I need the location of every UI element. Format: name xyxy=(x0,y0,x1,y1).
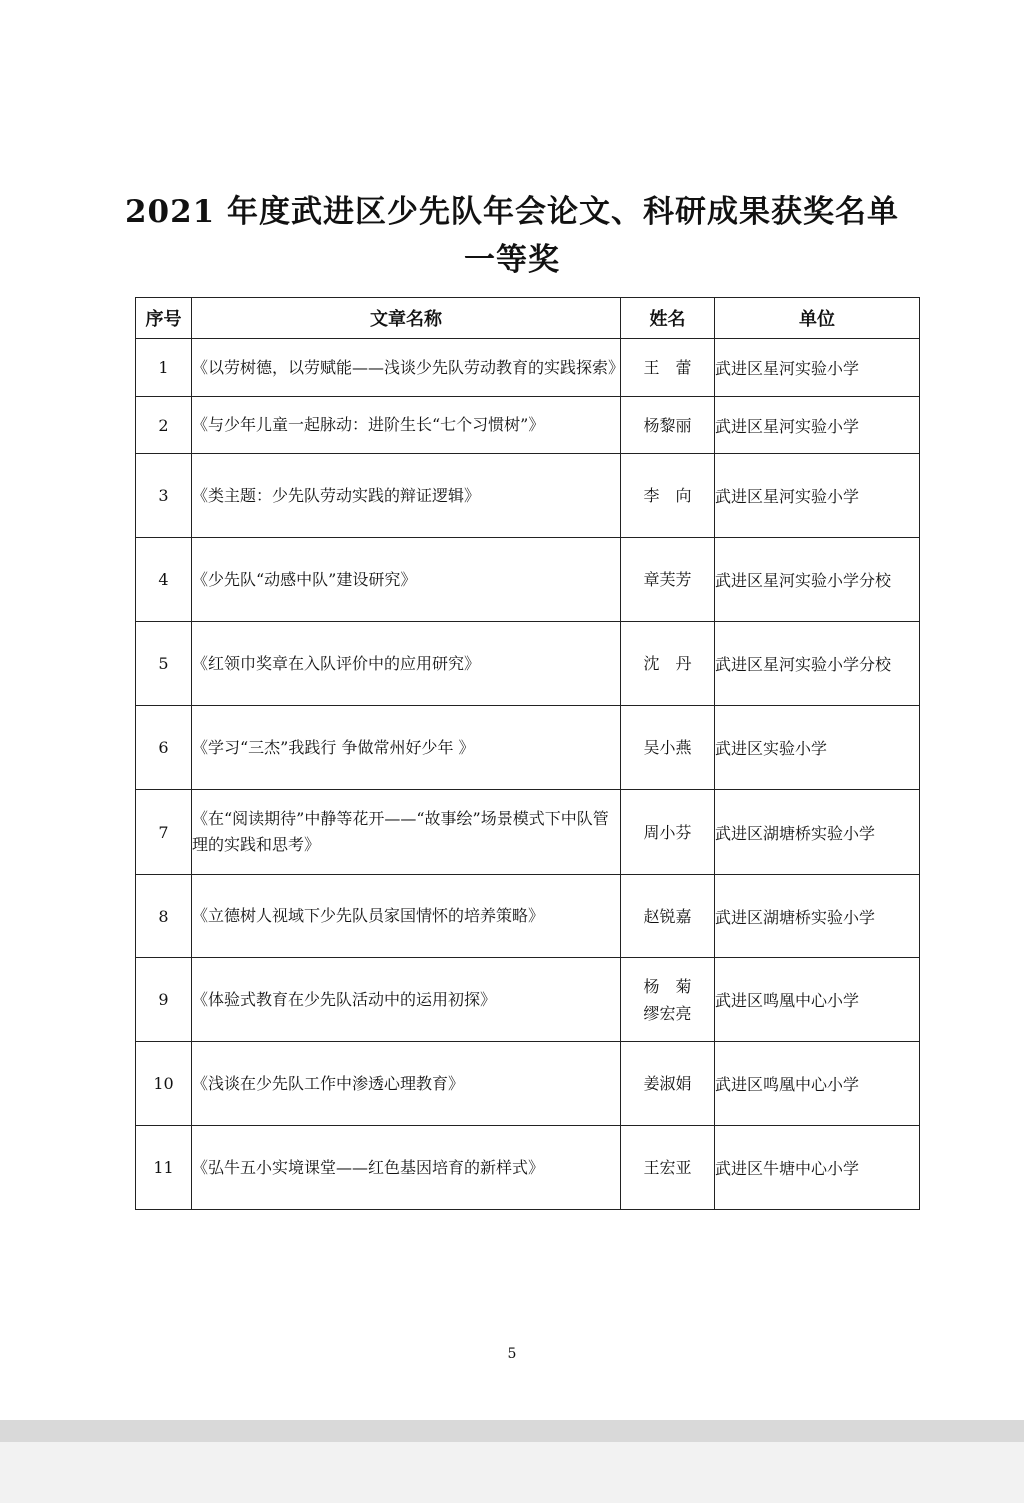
awards-table xyxy=(135,297,920,1210)
article-title: 《在“阅读期待”中静等花开——“故事绘”场景模式下中队管理的实践和思考》 xyxy=(192,790,621,875)
article-title: 《学习“三杰”我践行 争做常州好少年 》 xyxy=(192,706,621,790)
author-name: 杨黎丽 xyxy=(621,397,715,454)
table-row xyxy=(136,706,920,790)
school-unit: 武进区星河实验小学分校 xyxy=(715,622,920,706)
row-number: 2 xyxy=(136,397,192,454)
table-header-row xyxy=(136,298,920,339)
award-level-heading: 一等奖 xyxy=(464,242,560,278)
author-name: 吴小燕 xyxy=(621,706,715,790)
article-title: 《浅谈在少先队工作中渗透心理教育》 xyxy=(192,1042,621,1126)
school-unit: 武进区星河实验小学 xyxy=(715,339,920,397)
table-row xyxy=(136,454,920,538)
row-number: 5 xyxy=(136,622,192,706)
school-unit: 武进区鸣凰中心小学 xyxy=(715,958,920,1042)
author-name: 王 蕾 xyxy=(621,339,715,397)
table-row xyxy=(136,397,920,454)
article-title: 《弘牛五小实境课堂——红色基因培育的新样式》 xyxy=(192,1126,621,1210)
table-row xyxy=(136,538,920,622)
school-unit: 武进区鸣凰中心小学 xyxy=(715,1042,920,1126)
viewer-bottom-bar xyxy=(0,1420,1024,1442)
document-title: 2021 年度武进区少先队年会论文、科研成果获奖名单 xyxy=(124,194,900,230)
table-row xyxy=(136,790,920,875)
school-unit: 武进区湖塘桥实验小学 xyxy=(715,875,920,958)
table-row xyxy=(136,339,920,397)
article-title: 《立德树人视域下少先队员家国情怀的培养策略》 xyxy=(192,875,621,958)
table-row xyxy=(136,958,920,1042)
school-unit: 武进区星河实验小学分校 xyxy=(715,538,920,622)
school-unit: 武进区星河实验小学 xyxy=(715,397,920,454)
author-name: 李 向 xyxy=(621,454,715,538)
table-row xyxy=(136,622,920,706)
school-unit: 武进区星河实验小学 xyxy=(715,454,920,538)
article-title: 《红领巾奖章在入队评价中的应用研究》 xyxy=(192,622,621,706)
author-name: 沈 丹 xyxy=(621,622,715,706)
author-name: 章芙芳 xyxy=(621,538,715,622)
school-unit: 武进区牛塘中心小学 xyxy=(715,1126,920,1210)
school-unit: 武进区湖塘桥实验小学 xyxy=(715,790,920,875)
row-number: 6 xyxy=(136,706,192,790)
article-title: 《以劳树德，以劳赋能——浅谈少先队劳动教育的实践探索》 xyxy=(192,339,621,397)
header-unit: 单位 xyxy=(715,298,920,339)
row-number: 1 xyxy=(136,339,192,397)
row-number: 8 xyxy=(136,875,192,958)
row-number: 4 xyxy=(136,538,192,622)
header-name: 姓名 xyxy=(621,298,715,339)
school-unit: 武进区实验小学 xyxy=(715,706,920,790)
author-name: 杨 菊 缪宏亮 xyxy=(621,958,715,1042)
table-row xyxy=(136,875,920,958)
row-number: 11 xyxy=(136,1126,192,1210)
author-name: 周小芬 xyxy=(621,790,715,875)
row-number: 9 xyxy=(136,958,192,1042)
article-title: 《与少年儿童一起脉动：进阶生长“七个习惯树”》 xyxy=(192,397,621,454)
author-name: 姜淑娟 xyxy=(621,1042,715,1126)
page-number: 5 xyxy=(507,1346,517,1362)
article-title: 《体验式教育在少先队活动中的运用初探》 xyxy=(192,958,621,1042)
row-number: 7 xyxy=(136,790,192,875)
row-number: 10 xyxy=(136,1042,192,1126)
table-row xyxy=(136,1042,920,1126)
article-title: 《少先队“动感中队”建设研究》 xyxy=(192,538,621,622)
author-name: 赵锐嘉 xyxy=(621,875,715,958)
viewer-background xyxy=(0,1442,1024,1503)
row-number: 3 xyxy=(136,454,192,538)
table-row xyxy=(136,1126,920,1210)
header-title: 文章名称 xyxy=(192,298,621,339)
author-name: 王宏亚 xyxy=(621,1126,715,1210)
article-title: 《类主题：少先队劳动实践的辩证逻辑》 xyxy=(192,454,621,538)
header-num: 序号 xyxy=(136,298,192,339)
